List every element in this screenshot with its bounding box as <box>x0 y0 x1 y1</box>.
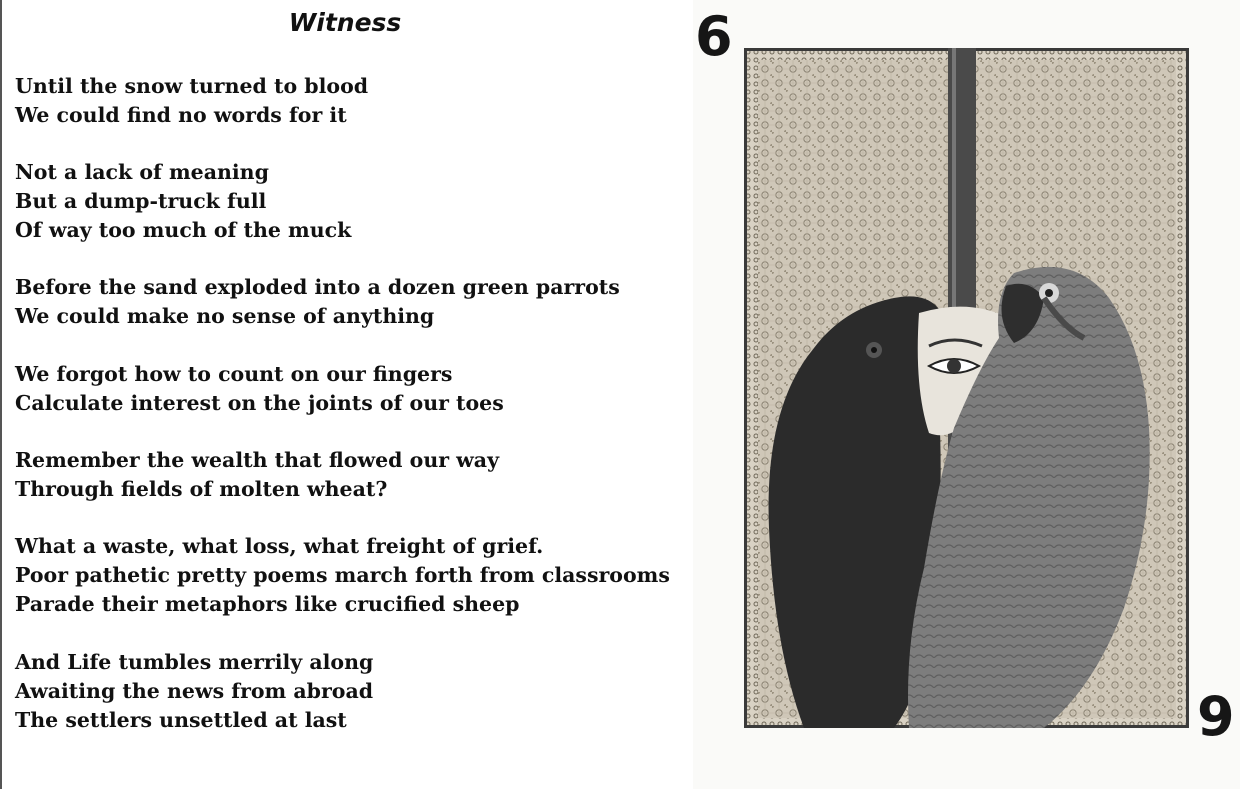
poem-line: Remember the wealth that flowed our way <box>15 448 500 472</box>
poem-line: Parade their metaphors like crucified sheep <box>15 592 520 616</box>
stanza <box>15 532 670 619</box>
poem-line: Through fields of molten wheat? <box>15 477 388 501</box>
card-number-top: 6 <box>695 5 733 68</box>
poem-line: The settlers unsettled at last <box>15 708 347 732</box>
card-number-bottom: 9 <box>1197 685 1235 748</box>
poem-title: Witness <box>288 8 402 37</box>
poem-line: What a waste, what loss, what freight of grief. <box>15 534 544 558</box>
poem-line: We forgot how to count on our fingers <box>15 362 453 386</box>
poem-line: We could make no sense of anything <box>15 304 435 328</box>
poem-line: Awaiting the news from abroad <box>15 679 374 703</box>
stanza <box>15 360 504 418</box>
stanza <box>15 158 351 245</box>
stanza <box>15 446 499 504</box>
poem-line: Not a lack of meaning <box>15 160 269 184</box>
poem-line: But a dump-truck full <box>15 189 267 213</box>
stanza <box>15 273 620 331</box>
stanza <box>15 648 373 735</box>
poem-line: Of way too much of the muck <box>15 218 352 242</box>
poem-line: Until the snow turned to blood <box>15 74 369 98</box>
poem-line: Calculate interest on the joints of our toes <box>15 391 504 415</box>
poem-line: Poor pathetic pretty poems march forth from classrooms <box>15 563 670 587</box>
poem-line: Before the sand exploded into a dozen green parrots <box>15 275 620 299</box>
parrot-collage-image <box>744 48 1189 728</box>
poem-line: And Life tumbles merrily along <box>15 650 374 674</box>
poem-line: We could find no words for it <box>15 103 347 127</box>
stanza <box>15 72 368 130</box>
